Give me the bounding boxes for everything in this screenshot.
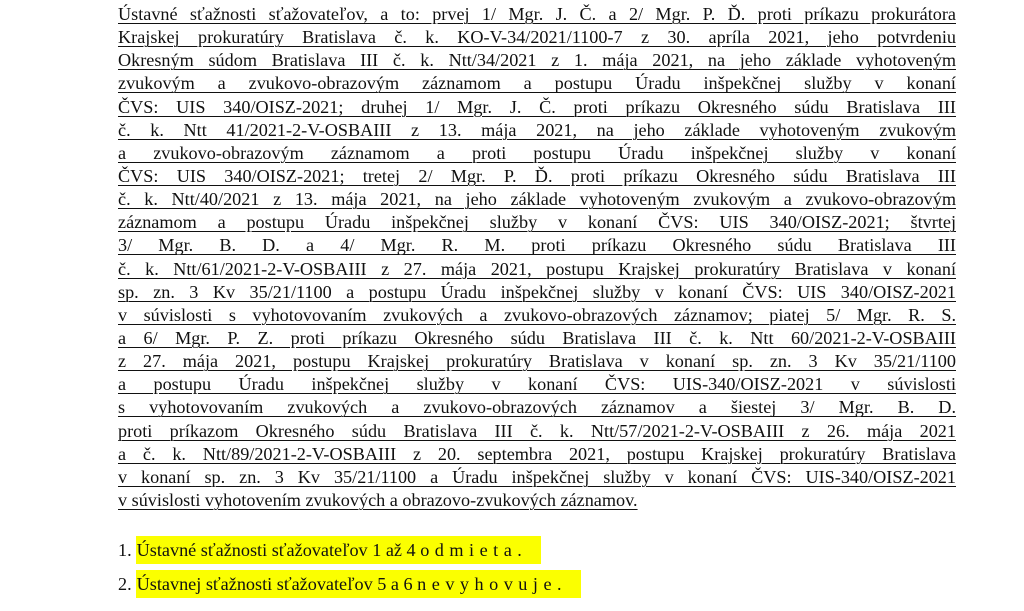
paragraph-line: č. k. Ntt/40/2021 z 13. mája 2021, na jeho základe vyhotoveným zvukovým a zvukovo-obrazovým <box>118 189 956 210</box>
paragraph-line: a č. k. Ntt/89/2021-2-V-OSBAIII z 20. septembra 2021, postupu Krajskej prokuratúry Bratislava <box>118 443 956 464</box>
paragraph-line: zvukovým a zvukovo-obrazovým záznamom a postupu Úradu inšpekčnej služby v konaní <box>118 73 956 94</box>
paragraph-line: č. k. Ntt/61/2021-2-V-OSBAIII z 27. mája 2021, postupu Krajskej prokuratúry Bratislava v konaní <box>118 258 956 279</box>
verdict-action: odmieta. <box>420 540 528 560</box>
paragraph-line: a postupu Úradu inšpekčnej služby v konaní ČVS: UIS-340/OISZ-2021 v súvislosti <box>118 374 956 395</box>
paragraph-line: s vyhotovovaním zvukových a zvukovo-obrazových záznamov a šiestej 3/ Mgr. B. D. <box>118 397 956 418</box>
highlighted-verdict-text <box>136 570 581 598</box>
verdict-number: 1. <box>118 540 132 560</box>
paragraph-line: v konaní sp. zn. 3 Kv 35/21/1100 a Úradu inšpekčnej služby v konaní ČVS: UIS-340/OISZ-2021 <box>118 466 956 487</box>
paragraph-line: záznamom a postupu Úradu inšpekčnej služby v konaní ČVS: UIS 340/OISZ-2021; štvrtej <box>118 212 956 233</box>
case-description-paragraph <box>118 0 956 512</box>
paragraph-line: ČVS: UIS 340/OISZ-2021; tretej 2/ Mgr. P. Ď. proti príkazu Okresného súdu Bratislava III <box>118 165 956 186</box>
verdict-number: 2. <box>118 574 132 594</box>
paragraph-line: Krajskej prokuratúry Bratislava č. k. KO-V-34/2021/1100-7 z 30. apríla 2021, jeho potvrdeniu <box>118 27 956 48</box>
paragraph-line: v súvislosti vyhotovením zvukových a obrazovo-zvukových záznamov. <box>118 489 638 510</box>
paragraph-line: a zvukovo-obrazovým záznamom a proti postupu Úradu inšpekčnej služby v konaní <box>118 142 956 163</box>
paragraph-line: 3/ Mgr. B. D. a 4/ Mgr. R. M. proti príkazu Okresného súdu Bratislava III <box>118 235 956 256</box>
paragraph-line: v súvislosti s vyhotovovaním zvukových a zvukovo-obrazových záznamov; piatej 5/ Mgr. R. S. <box>118 304 956 325</box>
verdict-item-1 <box>118 538 541 562</box>
verdict-action: nevyhovuje. <box>417 574 568 594</box>
paragraph-line: a 6/ Mgr. P. Z. proti príkazu Okresného súdu Bratislava III č. k. Ntt 60/2021-2-V-OSBAIII <box>118 327 956 348</box>
paragraph-line: sp. zn. 3 Kv 35/21/1100 a postupu Úradu inšpekčnej služby v konaní ČVS: UIS 340/OISZ-2021 <box>118 281 956 302</box>
paragraph-line: ČVS: UIS 340/OISZ-2021; druhej 1/ Mgr. J. Č. proti príkazu Okresného súdu Bratislava III <box>118 96 956 117</box>
paragraph-line: z 27. mája 2021, postupu Krajskej prokuratúry Bratislava v konaní sp. zn. 3 Kv 35/21/1100 <box>118 351 956 372</box>
paragraph-line: Ústavné sťažnosti sťažovateľov, a to: prvej 1/ Mgr. J. Č. a 2/ Mgr. P. Ď. proti príkazu prokurátora <box>118 4 956 24</box>
verdict-item-2 <box>118 572 581 596</box>
highlighted-verdict-text <box>136 536 542 564</box>
verdict-text: Ústavné sťažnosti sťažovateľov 1 až 4 <box>136 540 416 560</box>
verdict-text: Ústavnej sťažnosti sťažovateľov 5 a 6 <box>136 574 413 594</box>
paragraph-line: proti príkazom Okresného súdu Bratislava III č. k. Ntt/57/2021-2-V-OSBAIII z 26. mája 2021 <box>118 420 956 441</box>
paragraph-line: Okresným súdom Bratislava III č. k. Ntt/34/2021 z 1. mája 2021, na jeho základe vyhotoveným <box>118 50 956 71</box>
paragraph-line: č. k. Ntt 41/2021-2-V-OSBAIII z 13. mája 2021, na jeho základe vyhotoveným zvukovým <box>118 119 956 140</box>
